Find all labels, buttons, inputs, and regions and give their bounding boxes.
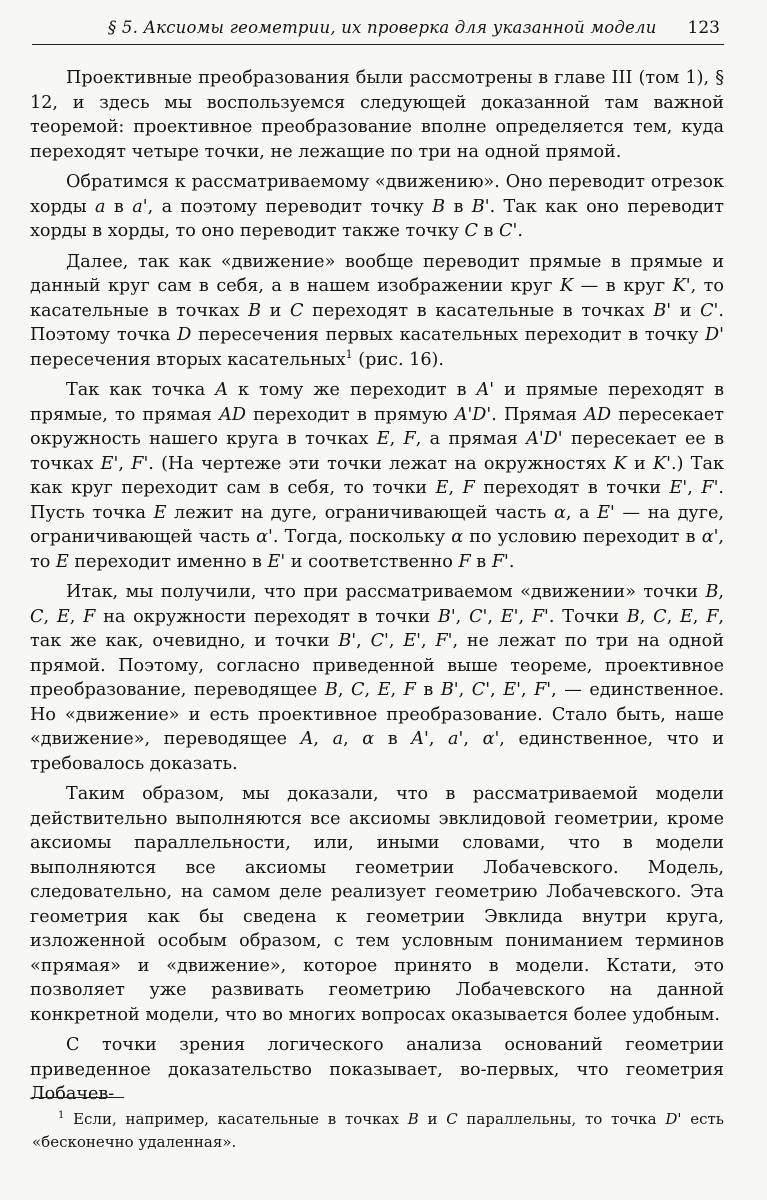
math-symbol: C bbox=[351, 680, 365, 700]
text-run: в bbox=[470, 551, 492, 572]
text-run: на окружности переходят в точки bbox=[95, 606, 438, 627]
math-symbol: K' bbox=[672, 276, 691, 296]
math-symbol: a bbox=[332, 729, 344, 749]
text-run: и соответственно bbox=[285, 551, 459, 572]
text-run: , — единственное. Но «движение» и есть проективное преобразование. Стало быть, наше «движение», переводящее bbox=[30, 680, 725, 749]
text-run: . (На чертеже эти точки лежат на окружностях bbox=[148, 453, 614, 474]
text-run: , bbox=[390, 680, 404, 700]
math-symbol: B' bbox=[471, 196, 490, 217]
paragraph bbox=[30, 378, 724, 574]
math-symbol: E' bbox=[100, 453, 119, 474]
math-symbol: α bbox=[451, 527, 464, 547]
math-symbol: E bbox=[679, 606, 693, 627]
text-run: в bbox=[477, 221, 499, 241]
running-header bbox=[32, 16, 724, 45]
text-run: , а прямая bbox=[415, 429, 527, 449]
text-run: , bbox=[518, 606, 532, 627]
math-symbol: B' bbox=[338, 631, 357, 651]
text-run: . Пусть точка bbox=[30, 478, 724, 523]
text-run: , а bbox=[565, 502, 598, 523]
math-symbol: K bbox=[613, 453, 627, 474]
text-run: , bbox=[118, 453, 132, 474]
text-run: по условию переходит в bbox=[463, 527, 702, 547]
text-run: в bbox=[445, 196, 472, 217]
text-run: , bbox=[388, 631, 404, 651]
math-symbol: F bbox=[403, 680, 416, 700]
text-run: Если, например, касательные в точках bbox=[64, 1110, 408, 1128]
math-symbol: F bbox=[403, 429, 416, 449]
text-run: , bbox=[455, 606, 470, 627]
math-symbol: D' bbox=[665, 1110, 682, 1128]
text-run: переходит в прямую bbox=[245, 404, 455, 425]
text-run: Проективные преобразования были рассмотрены в главе III (том 1), § 12, и здесь мы воспользуемся следующей доказанной там важной теоремой: проективное преобразование вполне определяется тем, куда переходят четыре точки, не лежащие по три на одной прямой. bbox=[30, 68, 724, 162]
text-run: , единственное, что и требовалось доказать. bbox=[30, 729, 725, 774]
footnote-text bbox=[32, 1108, 724, 1154]
math-symbol: C bbox=[653, 606, 667, 627]
math-symbol: AD bbox=[584, 404, 612, 425]
math-symbol: AD bbox=[219, 404, 246, 425]
math-symbol: C bbox=[464, 221, 478, 241]
math-symbol: A' bbox=[411, 729, 429, 749]
paragraph bbox=[30, 170, 724, 244]
footnote bbox=[32, 1108, 724, 1154]
math-symbol: B bbox=[626, 606, 640, 627]
math-symbol: a' bbox=[132, 196, 148, 217]
text-run: , bbox=[666, 606, 680, 627]
text-run: и прямые переходят в прямые, то прямая bbox=[30, 380, 724, 425]
math-symbol: F bbox=[706, 606, 719, 627]
math-symbol: A bbox=[215, 380, 228, 400]
text-run: , bbox=[487, 606, 501, 627]
text-run: в bbox=[105, 196, 133, 217]
math-symbol: D' bbox=[705, 325, 724, 345]
math-symbol: B bbox=[407, 1110, 419, 1128]
math-symbol: F' bbox=[531, 606, 549, 627]
text-run: . Прямая bbox=[491, 404, 585, 425]
text-run: . bbox=[508, 551, 515, 572]
text-run: , bbox=[490, 680, 504, 700]
math-symbol: F bbox=[462, 478, 475, 498]
page-number: 123 bbox=[687, 18, 720, 38]
text-run: . Точки bbox=[548, 606, 627, 627]
text-run: Так как точка bbox=[66, 380, 216, 400]
text-run: , то bbox=[30, 527, 724, 572]
math-symbol: C bbox=[30, 606, 44, 627]
paragraph bbox=[30, 66, 724, 164]
text-run: , так же как, очевидно, и точки bbox=[30, 606, 724, 651]
text-run: , bbox=[520, 680, 535, 700]
math-symbol: E' bbox=[503, 680, 521, 700]
text-run: и bbox=[418, 1110, 447, 1128]
text-run: , bbox=[458, 680, 472, 700]
text-run: параллельны, то точка bbox=[457, 1110, 666, 1128]
text-run: . Поэтому точка bbox=[30, 300, 724, 345]
text-run: Таким образом, мы доказали, что в рассматриваемой модели действительно выполняются все аксиомы эвклидовой геометрии, кроме аксиомы параллельности, или, иными словами, что в модели выполняются все аксиомы геометрии Лобачевского. Модель, следовательно, на самом деле реализует геометрию Лобачевского. Эта геометрия как бы сведена к геометрии Эвклида внутри круга, изложенной особым образом, с тем условным пониманием терминов «прямая» и «движение», которое принято в модели. Кстати, это позволяет уже развивать геометрию Лобачевского на данной конкретной модели, что во многих вопросах оказывается более удобным. bbox=[30, 784, 724, 1025]
paragraph bbox=[30, 1033, 724, 1107]
math-symbol: C' bbox=[499, 221, 518, 241]
math-symbol: F' bbox=[435, 631, 453, 651]
text-run: , bbox=[43, 606, 57, 627]
math-symbol: F' bbox=[534, 680, 552, 700]
text-run: , bbox=[313, 729, 333, 749]
text-run: переходят в точки bbox=[474, 478, 670, 498]
text-run: — в круг bbox=[573, 276, 673, 296]
math-symbol: α bbox=[553, 502, 566, 523]
math-symbol: E' bbox=[597, 502, 615, 523]
text-run: , bbox=[356, 631, 371, 651]
math-symbol: F' bbox=[491, 551, 509, 572]
math-symbol: C' bbox=[471, 680, 491, 700]
footnote-separator bbox=[32, 1097, 124, 1098]
paragraph bbox=[30, 782, 724, 1027]
math-symbol: E' bbox=[669, 478, 688, 498]
text-run: , не лежат по три на одной прямой. Поэтому, согласно приведенной выше теореме, проективное преобразование, переводящее bbox=[30, 631, 724, 700]
text-run: Далее, так как «движение» вообще переводит прямые в прямые и данный круг сам в себя, а в нашем изображении круг bbox=[30, 251, 724, 296]
math-symbol: a bbox=[95, 196, 106, 217]
text-run: лежит на дуге, ограничивающей часть bbox=[166, 502, 554, 523]
math-symbol: E bbox=[377, 680, 391, 700]
text-run: и bbox=[671, 300, 701, 321]
text-run: , bbox=[343, 729, 363, 749]
math-symbol: K bbox=[559, 276, 574, 296]
text-run: пересечения вторых касательных bbox=[30, 349, 346, 370]
paragraph bbox=[30, 250, 724, 373]
math-symbol: a' bbox=[448, 729, 464, 749]
text-run: пересекает окружность нашего круга в точках bbox=[30, 404, 724, 449]
text-run: , bbox=[463, 729, 483, 749]
text-run: Обратимся к рассматриваемому «движению». Оно переводит отрезок хорды bbox=[30, 172, 724, 217]
text-run: есть «бесконечно удаленная». bbox=[32, 1110, 724, 1151]
math-symbol: C' bbox=[700, 300, 719, 321]
math-symbol: C' bbox=[469, 606, 488, 627]
text-run: и bbox=[626, 453, 654, 474]
math-symbol: α' bbox=[482, 729, 500, 749]
text-run: . Тогда, поскольку bbox=[272, 527, 452, 547]
math-symbol: B' bbox=[437, 606, 456, 627]
footnote-marker: 1 bbox=[58, 1110, 65, 1121]
math-symbol: E bbox=[376, 429, 390, 449]
text-run: и bbox=[261, 300, 290, 321]
math-symbol: F bbox=[83, 606, 96, 627]
math-symbol: A' bbox=[476, 380, 495, 400]
math-symbol: D bbox=[177, 325, 192, 345]
math-symbol: C bbox=[446, 1110, 458, 1128]
text-run: , bbox=[692, 606, 707, 627]
math-symbol: B bbox=[248, 300, 261, 321]
text-run: , bbox=[639, 606, 654, 627]
text-run: , bbox=[69, 606, 84, 627]
math-symbol: α' bbox=[701, 527, 719, 547]
text-run: (рис. 16). bbox=[352, 349, 444, 370]
math-symbol: E bbox=[55, 551, 69, 572]
math-symbol: E bbox=[153, 502, 167, 523]
math-symbol: B bbox=[432, 196, 446, 217]
math-symbol: K' bbox=[653, 453, 671, 474]
text-run: в bbox=[415, 680, 441, 700]
math-symbol: A'D' bbox=[454, 404, 492, 425]
running-title: § 5. Аксиомы геометрии, их проверка для указанной модели bbox=[108, 18, 657, 37]
text-run: , bbox=[718, 582, 724, 602]
math-symbol: E' bbox=[500, 606, 519, 627]
math-symbol: B bbox=[324, 680, 338, 700]
math-symbol: α bbox=[362, 729, 375, 749]
math-symbol: E bbox=[56, 606, 70, 627]
text-run: , bbox=[687, 478, 702, 498]
text-run: С точки зрения логического анализа оснований геометрии приведенное доказательство показывает, во-первых, что геометрия Лобачев- bbox=[30, 1035, 724, 1104]
math-symbol: F' bbox=[701, 478, 719, 498]
math-symbol: F' bbox=[131, 453, 149, 474]
text-run: , bbox=[448, 478, 463, 498]
math-symbol: C bbox=[290, 300, 304, 321]
text-run: .) Так как круг переходит сам в себя, то точки bbox=[30, 453, 724, 498]
math-symbol: α' bbox=[256, 527, 273, 547]
text-run: , bbox=[364, 680, 378, 700]
math-symbol: B' bbox=[653, 300, 672, 321]
text-run: , bbox=[337, 680, 351, 700]
text-run: . bbox=[517, 221, 523, 241]
math-symbol: B' bbox=[440, 680, 459, 700]
text-run: пересекает ее в точках bbox=[30, 429, 725, 474]
paragraph bbox=[30, 580, 724, 776]
math-symbol: C' bbox=[370, 631, 389, 651]
math-symbol: A bbox=[300, 729, 314, 749]
text-run: переходит именно в bbox=[68, 551, 268, 572]
main-text bbox=[30, 66, 724, 1113]
math-symbol: E' bbox=[267, 551, 286, 572]
text-run: переходят в касательные в точках bbox=[303, 300, 654, 321]
math-symbol: E' bbox=[403, 631, 421, 651]
text-run: , bbox=[389, 429, 404, 449]
math-symbol: B bbox=[705, 582, 719, 602]
footnote-marker: 1 bbox=[345, 347, 353, 361]
math-symbol: F bbox=[458, 551, 471, 572]
math-symbol: E bbox=[435, 478, 449, 498]
text-run: , bbox=[421, 631, 436, 651]
text-run: . Так как оно переводит хорды в хорды, то оно переводит также точку bbox=[30, 196, 724, 241]
text-run: , bbox=[428, 729, 449, 749]
text-run: Итак, мы получили, что при рассматриваемом «движении» точки bbox=[66, 582, 706, 602]
text-run: пересечения первых касательных переходит в точку bbox=[191, 325, 706, 345]
text-run: , а поэтому переводит точку bbox=[147, 196, 433, 217]
math-symbol: A'D' bbox=[526, 429, 563, 449]
text-run: , то касательные в точках bbox=[30, 276, 725, 321]
text-run: к тому же переходит в bbox=[227, 380, 477, 400]
text-run: — на дуге, ограничивающей часть bbox=[30, 502, 724, 547]
text-run: в bbox=[374, 729, 412, 749]
